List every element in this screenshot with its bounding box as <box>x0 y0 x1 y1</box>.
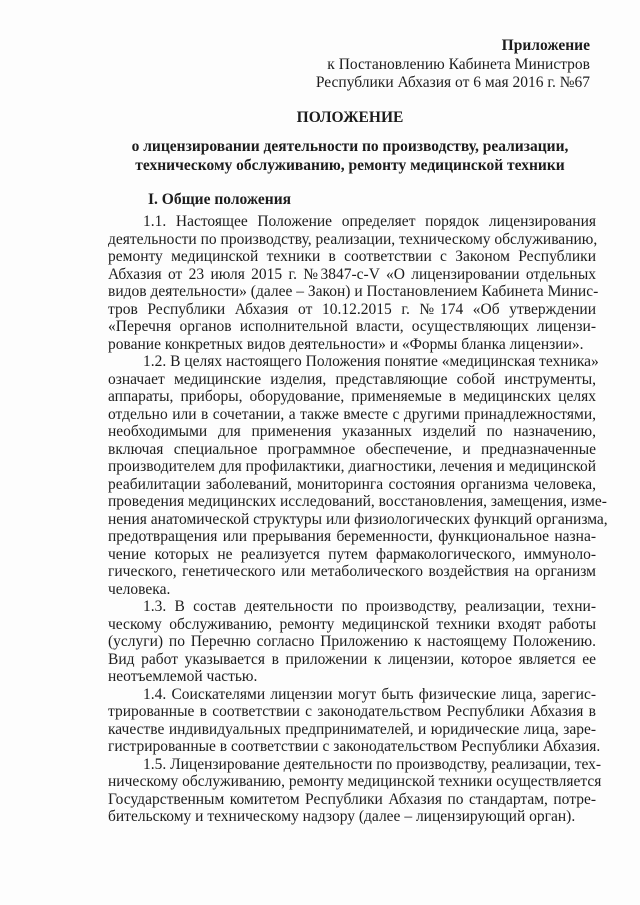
paragraph-line: Абхазия от 23 июля 2015 г. №3847-с-V «О лицензировании отдельных <box>108 265 596 283</box>
paragraph-line: трированные в соответствии с законодательством Республики Абхазия в <box>108 703 596 720</box>
paragraph-line: нения анатомической структуры или физиологических функций организма, <box>108 510 608 528</box>
paragraph-line: проведения медицинских исследований, восстановления, замещения, изме- <box>108 493 607 510</box>
paragraph-line: ческому обслуживанию, ремонту медицинской техники входят работы <box>108 615 596 633</box>
paragraph-line: аппараты, приборы, оборудование, применяемые в медицинских целях <box>108 388 596 405</box>
paragraph-line: тров Республики Абхазия от 10.12.2015 г. №174 «Об утверждении <box>108 300 596 318</box>
document-title: ПОЛОЖЕНИЕ <box>296 109 404 126</box>
paragraph-line: человека. <box>108 580 171 598</box>
paragraph-line: 1.5. Лицензирование деятельности по производству, реализации, тех- <box>143 755 602 773</box>
section-heading: I. Общие положения <box>148 191 292 208</box>
paragraph-line: гического, генетического или метаболического воздействия на организм <box>108 563 596 580</box>
paragraph-line: отдельно или в сочетании, а также вместе с другими принадлежностями, <box>108 405 596 423</box>
paragraph-line: 1.4. Соискателями лицензии могут быть физические лица, зарегис- <box>143 685 596 703</box>
paragraph-line: 1.2. В целях настоящего Положения понятие «медицинская техника» <box>143 353 599 370</box>
document-subtitle-line: техническому обслуживанию, ремонту медицинской техники <box>135 157 565 174</box>
paragraph-line: ремонту медицинской техники в соответствии с Законом Республики <box>108 248 596 265</box>
paragraph-line: неотъемлемой частью. <box>108 668 258 685</box>
paragraph-line: необходимыми для применения указанных изделий по назначению, <box>108 423 596 440</box>
paragraph-line: гистрированные в соответствии с законодательством Республики Абхазия. <box>108 738 601 755</box>
paragraph-line: 1.1. Настоящее Положение определяет порядок лицензирования <box>143 213 596 230</box>
document-subtitle-line: о лицензировании деятельности по производству, реализации, <box>131 138 569 155</box>
paragraph-line: ническому обслуживанию, ремонту медицинской техники осуществляется <box>108 773 602 790</box>
paragraph-line: деятельности по производству, реализации, техническому обслуживанию, <box>108 230 598 248</box>
paragraph-line: предотвращения или прерывания беременности, функциональное назна- <box>108 528 596 545</box>
paragraph-line: включая специальное программное обеспечение, и предназначенные <box>108 440 596 458</box>
paragraph-line: 1.3. В состав деятельности по производству, реализации, техни- <box>143 598 596 615</box>
appendix-date-line: Республики Абхазия от 6 мая 2016 г. №67 <box>315 74 590 91</box>
paragraph-line: означает медицинские изделия, представляющие собой инструменты, <box>108 370 596 388</box>
paragraph-line: реабилитации заболеваний, мониторинга состояния организма человека, <box>108 475 596 493</box>
paragraph-line: производителем для профилактики, диагностики, лечения и медицинской <box>108 458 596 475</box>
paragraph-line: «Перечня органов исполнительной власти, осуществляющих лицензи- <box>108 318 596 335</box>
paragraph-line: качестве индивидуальных предпринимателей, и юридические лица, заре- <box>108 720 596 738</box>
paragraph-line: Вид работ указывается в приложении к лицензии, которое является ее <box>108 650 596 668</box>
appendix-decree-line: к Постановлению Кабинета Министров <box>327 56 590 73</box>
paragraph-line: бительскому и техническому надзору (далее – лицензирующий орган). <box>108 808 576 825</box>
paragraph-line: (услуги) по Перечню согласно Приложению к настоящему Положению. <box>108 633 596 650</box>
appendix-label: Приложение <box>501 37 590 54</box>
paragraph-line: видов деятельности» (далее – Закон) и Постановлением Кабинета Минис- <box>108 283 599 300</box>
paragraph-line: рование конкретных видов деятельности» и «Формы бланка лицензии». <box>108 335 584 353</box>
paragraph-line: Государственным комитетом Республики Абхазия по стандартам, потре- <box>108 790 596 808</box>
paragraph-line: чение которых не реализуется путем фармакологического, иммуноло- <box>108 545 596 563</box>
